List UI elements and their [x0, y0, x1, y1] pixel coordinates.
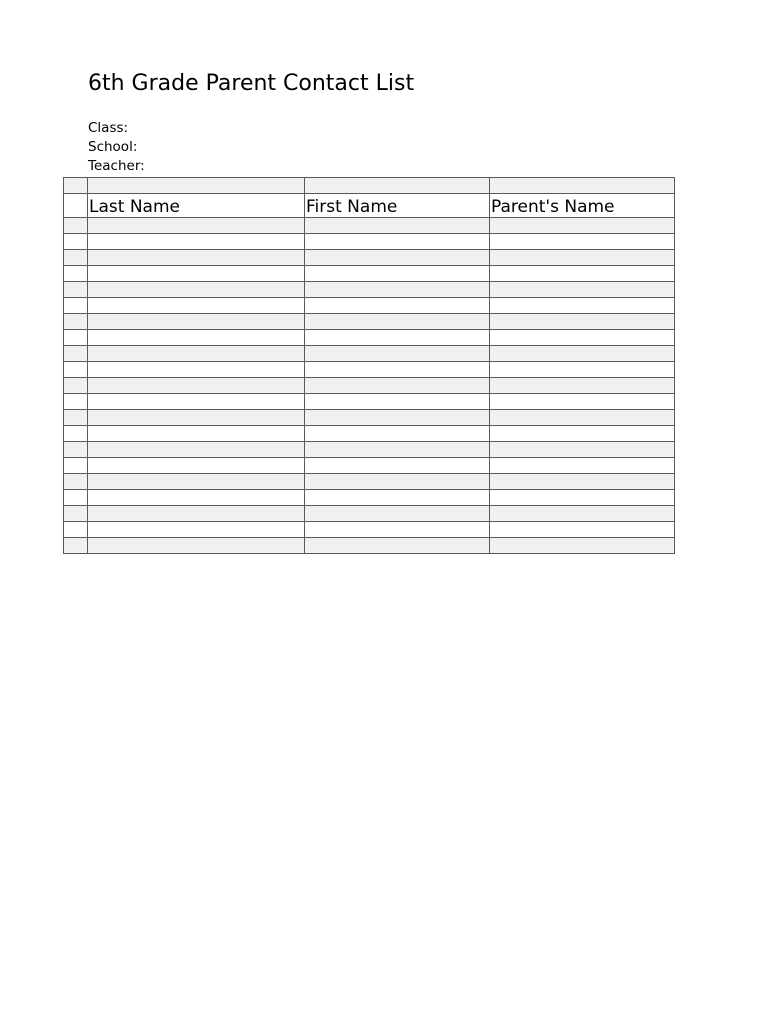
row-number-cell	[64, 346, 88, 362]
row-number-cell	[64, 394, 88, 410]
table-cell[interactable]	[490, 282, 675, 298]
table-cell[interactable]	[490, 330, 675, 346]
table-cell[interactable]	[490, 298, 675, 314]
column-header-parents-name: Parent's Name	[490, 194, 675, 218]
row-number-cell	[64, 298, 88, 314]
top-blank-row	[64, 178, 675, 194]
row-number-cell	[64, 378, 88, 394]
table-cell[interactable]	[305, 378, 490, 394]
table-cell[interactable]	[305, 410, 490, 426]
table-row	[64, 378, 675, 394]
table-cell[interactable]	[305, 458, 490, 474]
row-number-cell	[64, 506, 88, 522]
row-number-cell	[64, 178, 88, 194]
table-cell[interactable]	[305, 218, 490, 234]
table-row	[64, 330, 675, 346]
table-cell[interactable]	[88, 266, 305, 282]
row-number-cell	[64, 410, 88, 426]
table-row	[64, 442, 675, 458]
table-cell[interactable]	[305, 250, 490, 266]
table-cell[interactable]	[88, 458, 305, 474]
column-header-first-name: First Name	[305, 194, 490, 218]
table-cell[interactable]	[490, 178, 675, 194]
table-cell[interactable]	[490, 538, 675, 554]
table-row	[64, 522, 675, 538]
table-cell[interactable]	[88, 218, 305, 234]
teacher-label: Teacher:	[88, 158, 145, 174]
table-row	[64, 314, 675, 330]
table-row	[64, 458, 675, 474]
table-cell[interactable]	[88, 346, 305, 362]
row-number-cell	[64, 426, 88, 442]
table-cell[interactable]	[305, 442, 490, 458]
table-cell[interactable]	[490, 378, 675, 394]
table-cell[interactable]	[88, 538, 305, 554]
table-cell[interactable]	[305, 314, 490, 330]
row-number-cell	[64, 442, 88, 458]
table-cell[interactable]	[490, 362, 675, 378]
table-cell[interactable]	[305, 346, 490, 362]
table-cell[interactable]	[88, 250, 305, 266]
table-cell[interactable]	[88, 362, 305, 378]
table-cell[interactable]	[88, 506, 305, 522]
row-number-cell	[64, 194, 88, 218]
table-cell[interactable]	[490, 266, 675, 282]
table-cell[interactable]	[305, 490, 490, 506]
row-number-cell	[64, 234, 88, 250]
row-number-cell	[64, 362, 88, 378]
table-cell[interactable]	[490, 474, 675, 490]
table-cell[interactable]	[490, 426, 675, 442]
table-cell[interactable]	[305, 266, 490, 282]
table-cell[interactable]	[490, 234, 675, 250]
table-cell[interactable]	[490, 314, 675, 330]
table-cell[interactable]	[490, 218, 675, 234]
table-cell[interactable]	[88, 314, 305, 330]
row-number-cell	[64, 490, 88, 506]
class-label: Class:	[88, 120, 129, 136]
table-cell[interactable]	[490, 410, 675, 426]
table-cell[interactable]	[305, 330, 490, 346]
row-number-cell	[64, 458, 88, 474]
page-title: 6th Grade Parent Contact List	[88, 71, 415, 96]
table-row	[64, 346, 675, 362]
table-cell[interactable]	[490, 506, 675, 522]
table-row	[64, 426, 675, 442]
row-number-cell	[64, 522, 88, 538]
table-row	[64, 474, 675, 490]
row-number-cell	[64, 218, 88, 234]
table-cell[interactable]	[490, 490, 675, 506]
row-number-cell	[64, 330, 88, 346]
table-cell[interactable]	[490, 250, 675, 266]
row-number-cell	[64, 538, 88, 554]
table-row	[64, 282, 675, 298]
table-cell[interactable]	[305, 362, 490, 378]
table-cell[interactable]	[88, 330, 305, 346]
table-cell[interactable]	[88, 474, 305, 490]
table-cell[interactable]	[490, 442, 675, 458]
table-cell[interactable]	[490, 346, 675, 362]
school-label: School:	[88, 139, 138, 155]
table-cell[interactable]	[88, 522, 305, 538]
table-cell[interactable]	[88, 234, 305, 250]
row-number-cell	[64, 474, 88, 490]
table-row	[64, 362, 675, 378]
row-number-cell	[64, 266, 88, 282]
row-number-cell	[64, 314, 88, 330]
table-cell[interactable]	[88, 490, 305, 506]
table-cell[interactable]	[305, 282, 490, 298]
table-cell[interactable]	[490, 394, 675, 410]
table-cell[interactable]	[88, 298, 305, 314]
table-cell[interactable]	[490, 522, 675, 538]
table-cell[interactable]	[305, 426, 490, 442]
table-cell[interactable]	[305, 394, 490, 410]
table-row	[64, 250, 675, 266]
table-row	[64, 234, 675, 250]
column-header-last-name: Last Name	[88, 194, 305, 218]
table-cell[interactable]	[305, 234, 490, 250]
table-cell[interactable]	[305, 178, 490, 194]
table-cell[interactable]	[305, 298, 490, 314]
table-cell[interactable]	[88, 178, 305, 194]
table-cell[interactable]	[88, 410, 305, 426]
table-row	[64, 394, 675, 410]
table-row	[64, 298, 675, 314]
table-row	[64, 490, 675, 506]
table-row	[64, 538, 675, 554]
table-cell[interactable]	[88, 442, 305, 458]
table-cell[interactable]	[305, 474, 490, 490]
table-cell[interactable]	[490, 458, 675, 474]
table-row	[64, 410, 675, 426]
table-cell[interactable]	[88, 378, 305, 394]
table-cell[interactable]	[88, 394, 305, 410]
table-cell[interactable]	[305, 538, 490, 554]
table-cell[interactable]	[88, 282, 305, 298]
table-row	[64, 506, 675, 522]
table-row	[64, 266, 675, 282]
header-row	[64, 194, 675, 218]
table-row	[64, 218, 675, 234]
table-cell[interactable]	[88, 426, 305, 442]
row-number-cell	[64, 250, 88, 266]
table-cell[interactable]	[305, 506, 490, 522]
row-number-cell	[64, 282, 88, 298]
contact-table	[63, 177, 675, 554]
table-cell[interactable]	[305, 522, 490, 538]
